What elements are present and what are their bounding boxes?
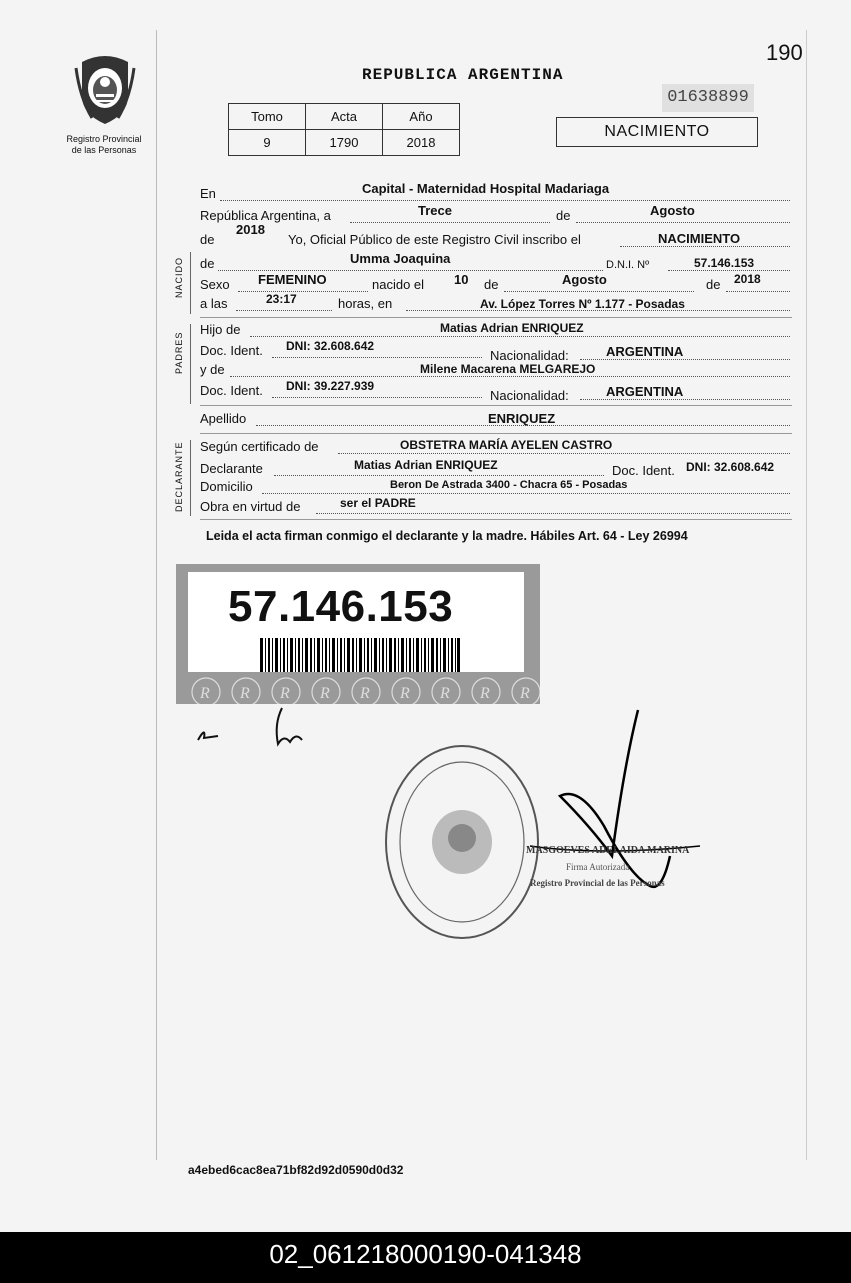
birth-month: Agosto: [562, 272, 607, 287]
label-horas: horas, en: [338, 296, 393, 311]
registry-label-line2: de las Personas: [71, 145, 137, 155]
svg-text:R: R: [440, 685, 450, 702]
label-hijo-de: Hijo de: [200, 322, 241, 337]
label-apellido: Apellido: [200, 411, 247, 426]
mother-nationality: ARGENTINA: [606, 384, 684, 399]
barcode-icon: [260, 638, 460, 672]
svg-text:R: R: [480, 685, 490, 702]
section-padres: PADRES: [174, 331, 184, 374]
label-de-1: de: [556, 208, 571, 223]
birth-time: 23:17: [266, 292, 297, 306]
value-tomo: 9: [229, 130, 306, 156]
place-value: Capital - Maternidad Hospital Madariaga: [362, 181, 610, 196]
closing-statement: Leida el acta firman conmigo el declarante y la madre. Hábiles Art. 64 - Ley 26994: [206, 529, 688, 543]
label-declarante: Declarante: [200, 461, 263, 476]
dni-sticker-number: 57.146.153: [228, 582, 454, 631]
label-obra-en-virtud: Obra en virtud de: [200, 499, 301, 514]
registry-label-line1: Registro Provincial: [66, 134, 142, 144]
volume-table: [228, 103, 460, 156]
handwritten-initials-icon: [192, 704, 312, 754]
father-nationality: ARGENTINA: [606, 344, 684, 359]
father-doc: DNI: 32.608.642: [286, 339, 375, 353]
declarant-name: Matias Adrian ENRIQUEZ: [354, 458, 498, 472]
value-ano: 2018: [383, 130, 460, 156]
registration-year: 2018: [236, 222, 265, 237]
label-domicilio: Domicilio: [200, 479, 253, 494]
section-declarante: DECLARANTE: [174, 441, 184, 512]
declarant-doc: DNI: 32.608.642: [686, 460, 775, 474]
record-type-box: NACIMIENTO: [556, 117, 758, 147]
right-margin-line: [806, 30, 807, 1160]
registration-month: Agosto: [650, 203, 695, 218]
label-doc-ident-2: Doc. Ident.: [200, 383, 263, 398]
dni-sticker: [176, 564, 540, 704]
label-dni: D.N.I. Nº: [606, 259, 650, 271]
label-nacionalidad-2: Nacionalidad:: [490, 388, 569, 403]
svg-text:R: R: [280, 685, 290, 702]
label-de-2: de: [200, 232, 215, 247]
footer-file-id: 02_061218000190-041348: [0, 1232, 851, 1283]
birth-year: 2018: [734, 272, 761, 286]
label-nacionalidad-1: Nacionalidad:: [490, 348, 569, 363]
label-republica: República Argentina, a: [200, 208, 331, 223]
label-doc-ident-3: Doc. Ident.: [612, 463, 675, 478]
birth-day: 10: [454, 272, 469, 287]
section-nacido: NACIDO: [174, 256, 184, 298]
label-nacido-el: nacido el: [372, 277, 425, 292]
header-tomo: Tomo: [229, 104, 306, 130]
declarant-domicile: Beron De Astrada 3400 - Chacra 65 - Posadas: [390, 479, 628, 491]
label-de-year: de: [706, 277, 721, 292]
header-acta: Acta: [306, 104, 383, 130]
label-segun-certificado: Según certificado de: [200, 439, 319, 454]
label-de-nacido: de: [200, 256, 215, 271]
svg-text:R: R: [200, 685, 210, 702]
birth-place: Av. López Torres Nº 1.177 - Posadas: [480, 297, 685, 311]
official-stamp-icon: [382, 742, 542, 942]
signatory-name: MASGOEVES ADELAIDA MARINA: [526, 845, 690, 856]
label-sexo: Sexo: [200, 277, 230, 292]
svg-text:R: R: [520, 685, 530, 702]
father-name: Matias Adrian ENRIQUEZ: [440, 321, 584, 335]
signatory-org: Registro Provincial de las Personas: [530, 878, 665, 888]
document-title: REPUBLICA ARGENTINA: [362, 66, 564, 84]
mother-doc: DNI: 39.227.939: [286, 379, 375, 393]
svg-text:R: R: [360, 685, 370, 702]
signatory-role: Firma Autorizada: [566, 862, 630, 872]
label-a-las: a las: [200, 296, 228, 311]
registration-day: Trece: [418, 203, 452, 218]
surname: ENRIQUEZ: [488, 411, 556, 426]
province-emblem-icon: [70, 48, 140, 128]
child-dni: 57.146.153: [694, 256, 755, 270]
label-y-de: y de: [200, 362, 225, 377]
serial-number: 01638899: [662, 84, 754, 112]
value-acta: 1790: [306, 130, 383, 156]
certificate-issuer: OBSTETRA MARÍA AYELEN CASTRO: [400, 438, 613, 452]
child-sex: FEMENINO: [258, 272, 327, 287]
volume-table-header: [229, 104, 460, 130]
inscribed-type: NACIMIENTO: [658, 231, 741, 246]
svg-text:R: R: [320, 685, 330, 702]
mother-name: Milene Macarena MELGAREJO: [420, 362, 596, 376]
declarant-capacity: ser el PADRE: [340, 496, 416, 510]
folio-number: 190: [766, 40, 803, 65]
registry-label: [52, 134, 156, 156]
left-margin-line: [156, 30, 157, 1160]
label-en: En: [200, 186, 216, 201]
label-doc-ident-1: Doc. Ident.: [200, 343, 263, 358]
dni-label: [188, 572, 524, 672]
label-de-month: de: [484, 277, 499, 292]
label-inscribo: Yo, Oficial Público de este Registro Civil inscribo el: [288, 232, 581, 247]
child-name: Umma Joaquina: [350, 251, 451, 266]
volume-table-values: [229, 130, 460, 156]
svg-text:R: R: [240, 685, 250, 702]
document-hash: a4ebed6cac8ea71bf82d92d0590d0d32: [188, 1163, 404, 1177]
header-ano: Año: [383, 104, 460, 130]
svg-text:R: R: [400, 685, 410, 702]
